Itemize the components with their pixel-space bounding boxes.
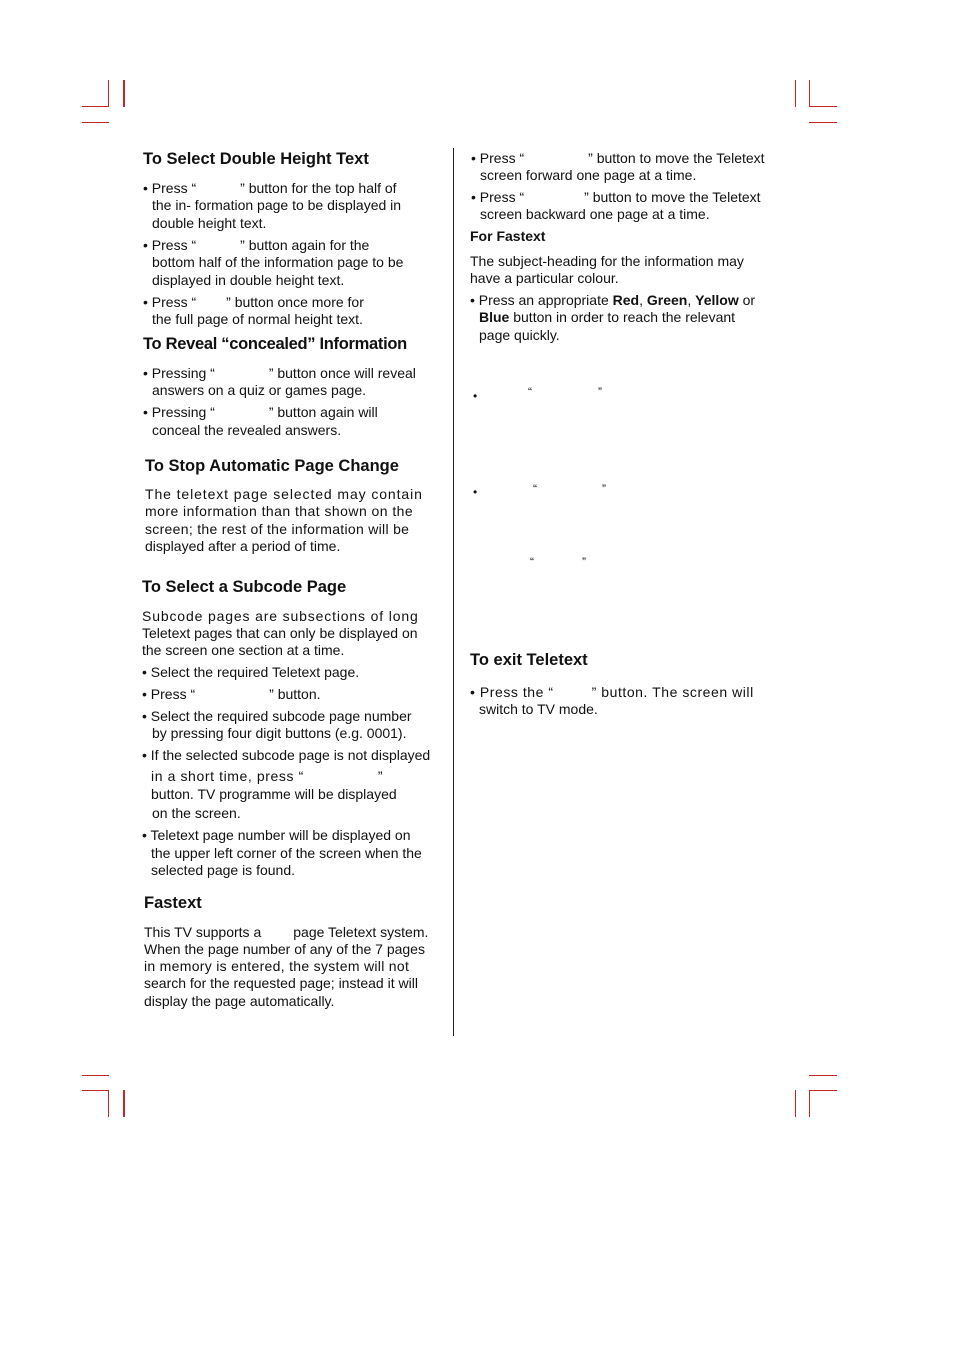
text: • Press “ <box>471 189 525 205</box>
crop-mark <box>123 80 125 107</box>
text: • Press “ <box>143 180 197 196</box>
text: • Press “ <box>143 237 197 253</box>
bullet-line: page quickly. <box>479 327 560 343</box>
close-quote: ” <box>582 555 586 569</box>
crop-mark <box>795 1090 796 1117</box>
crop-mark <box>82 106 109 107</box>
text: • Press “ <box>471 150 525 166</box>
text: This TV supports a <box>144 924 262 940</box>
bullet-line: selected page is found. <box>151 862 295 878</box>
bullet-line: answers on a quiz or games page. <box>152 382 367 398</box>
green-label: Green <box>646 292 688 308</box>
paragraph-line: The subject-heading for the information may <box>470 253 744 269</box>
bullet-line: on the screen. <box>152 805 241 821</box>
text: or <box>738 292 756 308</box>
text: • Press “ <box>143 294 197 310</box>
text: ” button again for the <box>240 237 370 253</box>
text: page Teletext system. <box>293 924 429 940</box>
bullet-line: screen backward one page at a time. <box>480 206 710 222</box>
text: in a short time, press “ <box>151 768 304 784</box>
crop-mark <box>809 1090 837 1091</box>
bullet-not-displayed: • If the selected subcode page is not displayed <box>142 747 431 763</box>
paragraph-line: in memory is entered, the system will not <box>144 958 410 974</box>
bullet-exit <box>470 684 754 702</box>
bullet-reveal <box>143 365 416 383</box>
section-title-subcode: To Select a Subcode Page <box>142 578 347 596</box>
bullet-line: the upper left corner of the screen when the <box>151 845 422 861</box>
bullet-line: by pressing four digit buttons (e.g. 0001). <box>152 725 407 741</box>
paragraph-line: screen; the rest of the information will be <box>145 521 410 537</box>
text: , <box>687 292 696 308</box>
crop-mark <box>123 1090 125 1117</box>
paragraph-line: displayed after a period of time. <box>145 538 341 554</box>
crop-mark <box>809 1090 810 1117</box>
yellow-label: Yellow <box>695 292 739 308</box>
paragraph-line: Teletext pages that can only be displayed on <box>142 625 418 641</box>
text: ” button again will <box>268 404 378 420</box>
bullet-press-subcode <box>142 686 321 704</box>
crop-mark <box>795 80 796 107</box>
text: • Press the “ <box>470 684 554 700</box>
bullet-line: the in- formation page to be displayed in <box>152 197 402 213</box>
text: • Pressing “ <box>143 365 215 381</box>
bullet-line: double height text. <box>152 215 267 231</box>
open-quote: “ <box>530 555 534 569</box>
bullet-select-subcode: • Select the required subcode page number <box>142 708 412 724</box>
crop-mark <box>108 1090 109 1117</box>
section-title-double-height: To Select Double Height Text <box>143 150 369 168</box>
red-label: Red <box>612 292 640 308</box>
text: ” button to move the Teletext <box>584 189 761 205</box>
crop-mark <box>809 106 837 107</box>
crop-mark <box>82 1090 109 1091</box>
text: ” button for the top half of <box>240 180 397 196</box>
bullet-colour-buttons <box>470 292 755 310</box>
text: , <box>639 292 647 308</box>
paragraph-line: display the page automatically. <box>144 993 335 1009</box>
bullet-line: bottom half of the information page to be <box>152 254 404 270</box>
paragraph-line <box>144 924 428 942</box>
paragraph-line: Subcode pages are subsections of long <box>142 608 419 624</box>
crop-mark <box>809 80 810 107</box>
bullet-double-bottom <box>143 237 369 255</box>
text: • Press “ <box>142 686 196 702</box>
empty-bullet: • <box>473 485 478 499</box>
section-title-reveal: To Reveal “concealed” Information <box>143 335 407 353</box>
crop-mark <box>108 80 109 107</box>
text: ” button to move the Teletext <box>588 150 765 166</box>
bullet-line: button. TV programme will be displayed <box>151 786 397 802</box>
bullet-line: displayed in double height text. <box>152 272 345 288</box>
close-quote: ” <box>598 385 602 399</box>
text: ” button. The screen will <box>591 684 754 700</box>
subheading-for-fastext: For Fastext <box>470 228 546 244</box>
close-quote: ” <box>602 482 606 496</box>
open-quote: “ <box>528 385 532 399</box>
bullet-double-normal <box>143 294 364 312</box>
bullet-line: conceal the revealed answers. <box>152 422 342 438</box>
bullet-line <box>479 309 735 327</box>
bullet-page-forward <box>471 150 765 168</box>
paragraph-line: When the page number of any of the 7 pages <box>144 941 425 957</box>
bullet-double-top <box>143 180 397 198</box>
crop-mark <box>809 1075 837 1076</box>
text: ” button once will reveal <box>268 365 416 381</box>
text: ” <box>377 768 384 784</box>
bullet-page-back <box>471 189 761 207</box>
crop-mark <box>82 1075 109 1076</box>
text: button in order to reach the relevant <box>509 309 736 325</box>
paragraph-line: The teletext page selected may contain <box>145 486 423 502</box>
bullet-line <box>151 768 383 786</box>
paragraph-line: the screen one section at a time. <box>142 642 345 658</box>
section-title-exit: To exit Teletext <box>470 651 588 669</box>
open-quote: “ <box>533 482 537 496</box>
crop-mark <box>809 122 837 123</box>
paragraph-line: more information than that shown on the <box>145 503 414 519</box>
paragraph-line: have a particular colour. <box>470 270 619 286</box>
column-divider <box>453 148 454 1036</box>
text: ” button. <box>269 686 321 702</box>
text: • Press an appropriate <box>470 292 613 308</box>
text: • Pressing “ <box>143 404 215 420</box>
empty-bullet: • <box>473 389 478 403</box>
bullet-line: switch to TV mode. <box>479 701 598 717</box>
bullet-page-number: • Teletext page number will be displayed on <box>142 827 411 843</box>
bullet-line: screen forward one page at a time. <box>480 167 697 183</box>
bullet-select-page: • Select the required Teletext page. <box>142 664 360 680</box>
section-title-stop: To Stop Automatic Page Change <box>145 457 399 475</box>
crop-mark <box>82 122 109 123</box>
blue-label: Blue <box>479 309 510 325</box>
section-title-fastext: Fastext <box>144 894 202 912</box>
bullet-conceal <box>143 404 378 422</box>
paragraph-line: search for the requested page; instead it will <box>144 975 418 991</box>
bullet-line: the full page of normal height text. <box>152 311 363 327</box>
text: ” button once more for <box>226 294 364 310</box>
